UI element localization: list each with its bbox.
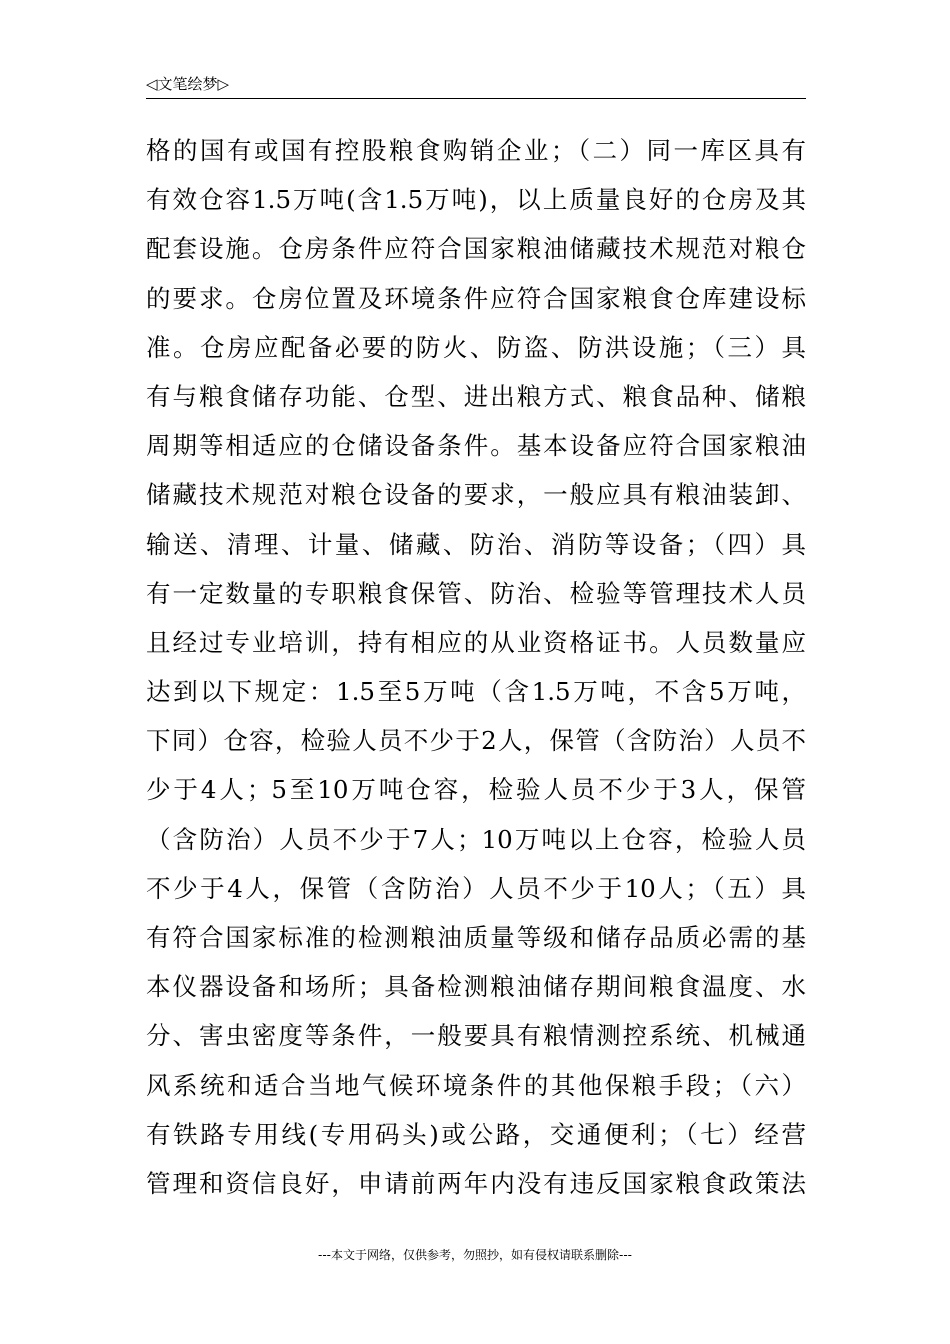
text-line: 周期等相适应的仓储设备条件。基本设备应符合国家粮油: [146, 431, 806, 461]
text-line: （含防治）人员不少于7人；10万吨以上仓容，检验人员: [146, 824, 806, 854]
text-line: 风系统和适合当地气候环境条件的其他保粮手段；（六）: [146, 1070, 806, 1100]
page-header: [146, 74, 806, 99]
text-line: 达到以下规定：1.5至5万吨（含1.5万吨，不含5万吨，: [146, 677, 806, 707]
text-line: 有与粮食储存功能、仓型、进出粮方式、粮食品种、储粮: [146, 381, 806, 411]
text-line: 有符合国家标准的检测粮油质量等级和储存品质必需的基: [146, 923, 806, 952]
text-line: 有一定数量的专职粮食保管、防治、检验等管理技术人员: [146, 578, 806, 608]
page-footer-note: ---本文于网络，仅供参考，勿照抄，如有侵权请联系删除---: [318, 1248, 632, 1262]
text-line: 有效仓容1.5万吨(含1.5万吨)，以上质量良好的仓房及其: [146, 185, 806, 215]
document-body: [146, 126, 806, 1208]
text-line: 不少于4人，保管（含防治）人员不少于10人；（五）具: [146, 873, 806, 903]
text-line: 配套设施。仓房条件应符合国家粮油储藏技术规范对粮仓: [146, 234, 806, 264]
text-line: 且经过专业培训，持有相应的从业资格证书。人员数量应: [146, 627, 806, 657]
text-line: 少于4人；5至10万吨仓容，检验人员不少于3人，保管: [146, 775, 806, 805]
text-line: 分、害虫密度等条件，一般要具有粮情测控系统、机械通: [146, 1021, 806, 1051]
text-line: 的要求。仓房位置及环境条件应符合国家粮食仓库建设标: [146, 283, 806, 313]
text-line: 输送、清理、计量、储藏、防治、消防等设备；（四）具: [146, 529, 806, 559]
text-line: 有铁路专用线(专用码头)或公路，交通便利；（七）经营: [146, 1119, 806, 1149]
text-line: 准。仓房应配备必要的防火、防盗、防洪设施；（三）具: [146, 332, 806, 362]
text-line: 管理和资信良好，申请前两年内没有违反国家粮食政策法: [146, 1168, 806, 1198]
text-line: 储藏技术规范对粮仓设备的要求，一般应具有粮油装卸、: [146, 480, 806, 510]
text-line: 本仪器设备和场所；具备检测粮油储存期间粮食温度、水: [146, 972, 806, 1002]
text-line: 下同）仓容，检验人员不少于2人，保管（含防治）人员不: [146, 726, 806, 756]
text-line: 格的国有或国有控股粮食购销企业；（二）同一库区具有: [146, 136, 806, 165]
header-title: ◁文笔绘梦▷: [146, 75, 230, 93]
